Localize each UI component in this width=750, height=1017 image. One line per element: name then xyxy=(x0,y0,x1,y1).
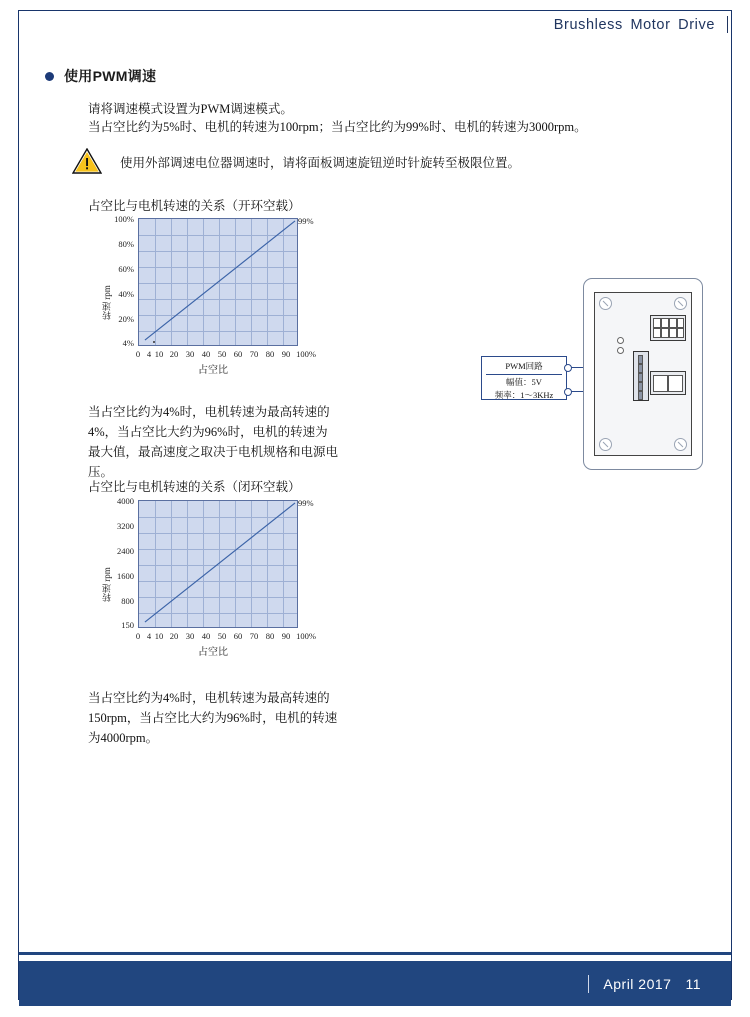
chart2-xtick-20: 20 xyxy=(169,631,179,641)
chart1-annotation: 99% xyxy=(298,216,314,226)
page-header xyxy=(554,16,728,33)
terminal-block-bottom xyxy=(650,371,686,395)
chart1-xtick-50: 50 xyxy=(217,349,227,359)
section-title: 使用PWM调速 xyxy=(64,68,157,84)
screw-icon xyxy=(674,297,687,310)
chart-open-loop xyxy=(100,214,330,376)
terminal-block-top xyxy=(650,315,686,341)
chart1-ytick-100: 100% xyxy=(114,214,134,224)
chart2-xtick-60: 60 xyxy=(233,631,243,641)
footer-divider xyxy=(588,975,589,993)
screw-icon xyxy=(599,438,612,451)
device-faceplate xyxy=(594,292,692,456)
chart1-ylabel: 转速 rpm xyxy=(102,285,112,320)
chart2-xtick-80: 80 xyxy=(265,631,275,641)
chart2-xtick-100: 100% xyxy=(296,631,316,641)
screw-icon xyxy=(674,438,687,451)
chart1-ytick-4: 4% xyxy=(122,338,134,348)
chart2-xtick-0: 0 xyxy=(135,631,141,641)
chart2-ytick-4000: 4000 xyxy=(117,496,134,506)
chart2-plot-area xyxy=(138,500,298,628)
chart2-ytick-800: 800 xyxy=(121,596,134,606)
chart1-ytick-20: 20% xyxy=(118,314,134,324)
pwm-title: PWM回路 xyxy=(505,361,543,371)
footer-rule xyxy=(19,952,731,955)
chart2-xtick-4: 4 xyxy=(146,631,152,641)
intro-line-1: 请将调速模式设置为PWM调速模式。 xyxy=(88,102,293,116)
pwm-amplitude: 幅值：5V xyxy=(506,377,542,387)
page-footer xyxy=(19,961,731,1006)
warning-note xyxy=(72,148,520,174)
chart1-xtick-40: 40 xyxy=(201,349,211,359)
footer-date: April 2017 xyxy=(603,975,672,992)
chart2-annotation: 99% xyxy=(298,498,314,508)
lead-node-sv xyxy=(564,364,572,372)
chart1-ytick-60: 60% xyxy=(118,264,134,274)
chart1-caption: 占空比与电机转速的关系（开环空载） xyxy=(88,199,301,213)
chart-closed-loop xyxy=(100,496,330,658)
paragraph-closed-loop: 当占空比约为4%时，电机转速为最高转速的150rpm，当占空比大约为96%时，电机的转速为4000rpm。 xyxy=(88,691,338,745)
indicator-icon xyxy=(617,337,624,344)
signal-pin-strip xyxy=(633,351,649,401)
chart2-xtick-40: 40 xyxy=(201,631,211,641)
warning-triangle-icon xyxy=(72,148,102,174)
chart2-caption: 占空比与电机转速的关系（闭环空载） xyxy=(88,480,301,494)
header-divider xyxy=(727,16,728,33)
chart2-xtick-50: 50 xyxy=(217,631,227,641)
chart2-xtick-30: 30 xyxy=(185,631,195,641)
chart2-ytick-2400: 2400 xyxy=(117,546,134,556)
footer-page-number: 11 xyxy=(685,975,701,992)
bullet-icon xyxy=(45,72,54,81)
lead-node-com xyxy=(564,388,572,396)
chart2-ytick-3200: 3200 xyxy=(117,521,134,531)
chart1-series-line xyxy=(139,219,297,345)
chart1-ytick-40: 40% xyxy=(118,289,134,299)
chart1-ytick-80: 80% xyxy=(118,239,134,249)
indicator-icon xyxy=(617,347,624,354)
chart2-ylabel: 转速 rpm xyxy=(102,567,112,602)
chart1-xtick-60: 60 xyxy=(233,349,243,359)
drive-device-figure xyxy=(583,278,703,470)
intro-line-2: 当占空比约为5%时、电机的转速为100rpm；当占空比约为99%时、电机的转速为3000rpm。 xyxy=(88,120,587,134)
chart2-xtick-10: 10 xyxy=(154,631,164,641)
chart2-ytick-1600: 1600 xyxy=(117,571,134,581)
chart1-xtick-10: 10 xyxy=(154,349,164,359)
chart1-xtick-0: 0 xyxy=(135,349,141,359)
header-title: Brushless Motor Drive xyxy=(553,16,715,33)
chart1-xtick-20: 20 xyxy=(169,349,179,359)
chart1-xtick-80: 80 xyxy=(265,349,275,359)
chart2-xlabel: 占空比 xyxy=(198,647,228,658)
chart2-xtick-90: 90 xyxy=(281,631,291,641)
chart1-xtick-90: 90 xyxy=(281,349,291,359)
section-heading xyxy=(45,66,156,86)
paragraph-open-loop: 当占空比约为4%时，电机转速为最高转速的4%，当占空比大约为96%时，电机的转速为最大值，最高速度之取决于电机规格和电源电压。 xyxy=(88,405,339,479)
warning-text: 使用外部调速电位器调速时，请将面板调速旋钮逆时针旋转至极限位置。 xyxy=(120,156,521,170)
chart1-xlabel: 占空比 xyxy=(198,365,228,376)
chart1-xtick-4: 4 xyxy=(146,349,152,359)
pwm-frequency: 频率：1～3KHz xyxy=(494,390,554,400)
chart1-xtick-70: 70 xyxy=(249,349,259,359)
chart2-ytick-150: 150 xyxy=(121,620,134,630)
screw-icon xyxy=(599,297,612,310)
pwm-circuit-box xyxy=(481,356,567,400)
chart2-series-line xyxy=(139,501,297,627)
chart1-xtick-30: 30 xyxy=(185,349,195,359)
chart2-xtick-70: 70 xyxy=(249,631,259,641)
chart1-plot-area xyxy=(138,218,298,346)
chart1-xtick-100: 100% xyxy=(296,349,316,359)
